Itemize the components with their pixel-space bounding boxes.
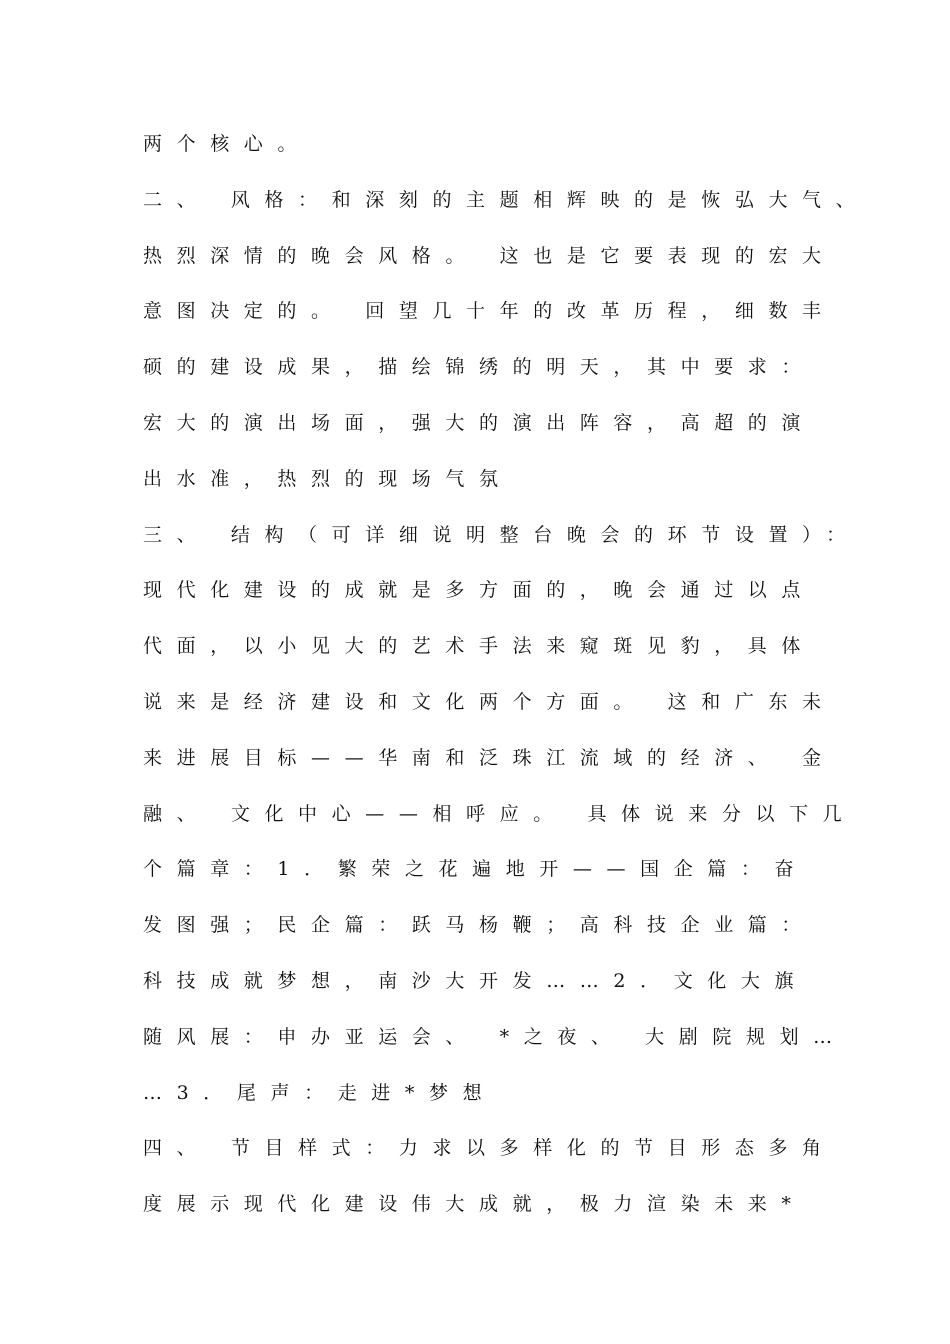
text-line: 两个核心。 [143, 133, 312, 155]
text-line: 现代化建设的成就是多方面的，晚会通过以点 [143, 579, 816, 602]
text-line: 热烈深情的晚会风格。 这也是它要表现的宏大 [143, 244, 836, 267]
text-line: 发图强；民企篇：跃马杨鞭；高科技企业篇： [143, 914, 816, 937]
text-line: 二、 风格：和深刻的主题相辉映的是恢弘大气、 [143, 188, 870, 211]
body-text [143, 127, 870, 1243]
text-line: 三、 结构（可详细说明整台晚会的环节设置）： [143, 523, 860, 546]
text-line: 出水准，热烈的现场气氛 [143, 467, 513, 490]
text-line: 来进展目标——华南和泛珠江流域的经济、 金 [143, 746, 836, 769]
text-line: 个篇章：1．繁荣之花遍地开——国企篇：奋 [143, 858, 809, 881]
text-line: 意图决定的。 回望几十年的改革历程，细数丰 [143, 300, 836, 323]
text-line: …3．尾声：走进*梦想 [143, 1081, 497, 1104]
text-line: 度展示现代化建设伟大成就，极力渲染未来* [143, 1193, 806, 1216]
text-line: 硕的建设成果，描绘锦绣的明天，其中要求： [143, 356, 816, 379]
text-line: 代面，以小见大的艺术手法来窥斑见豹，具体 [143, 635, 816, 658]
text-line: 说来是经济建设和文化两个方面。 这和广东未 [143, 690, 836, 713]
text-line: 四、 节目样式：力求以多样化的节目形态多角 [143, 1137, 836, 1160]
text-line: 宏大的演出场面，强大的演出阵容，高超的演 [143, 411, 816, 434]
text-line: 融、 文化中心——相呼应。 具体说来分以下几 [143, 802, 857, 825]
text-line: 随风展：申办亚运会、 *之夜、 大剧院规划… [143, 1025, 847, 1048]
text-line: 科技成就梦想，南沙大开发……2．文化大旗 [143, 969, 809, 992]
